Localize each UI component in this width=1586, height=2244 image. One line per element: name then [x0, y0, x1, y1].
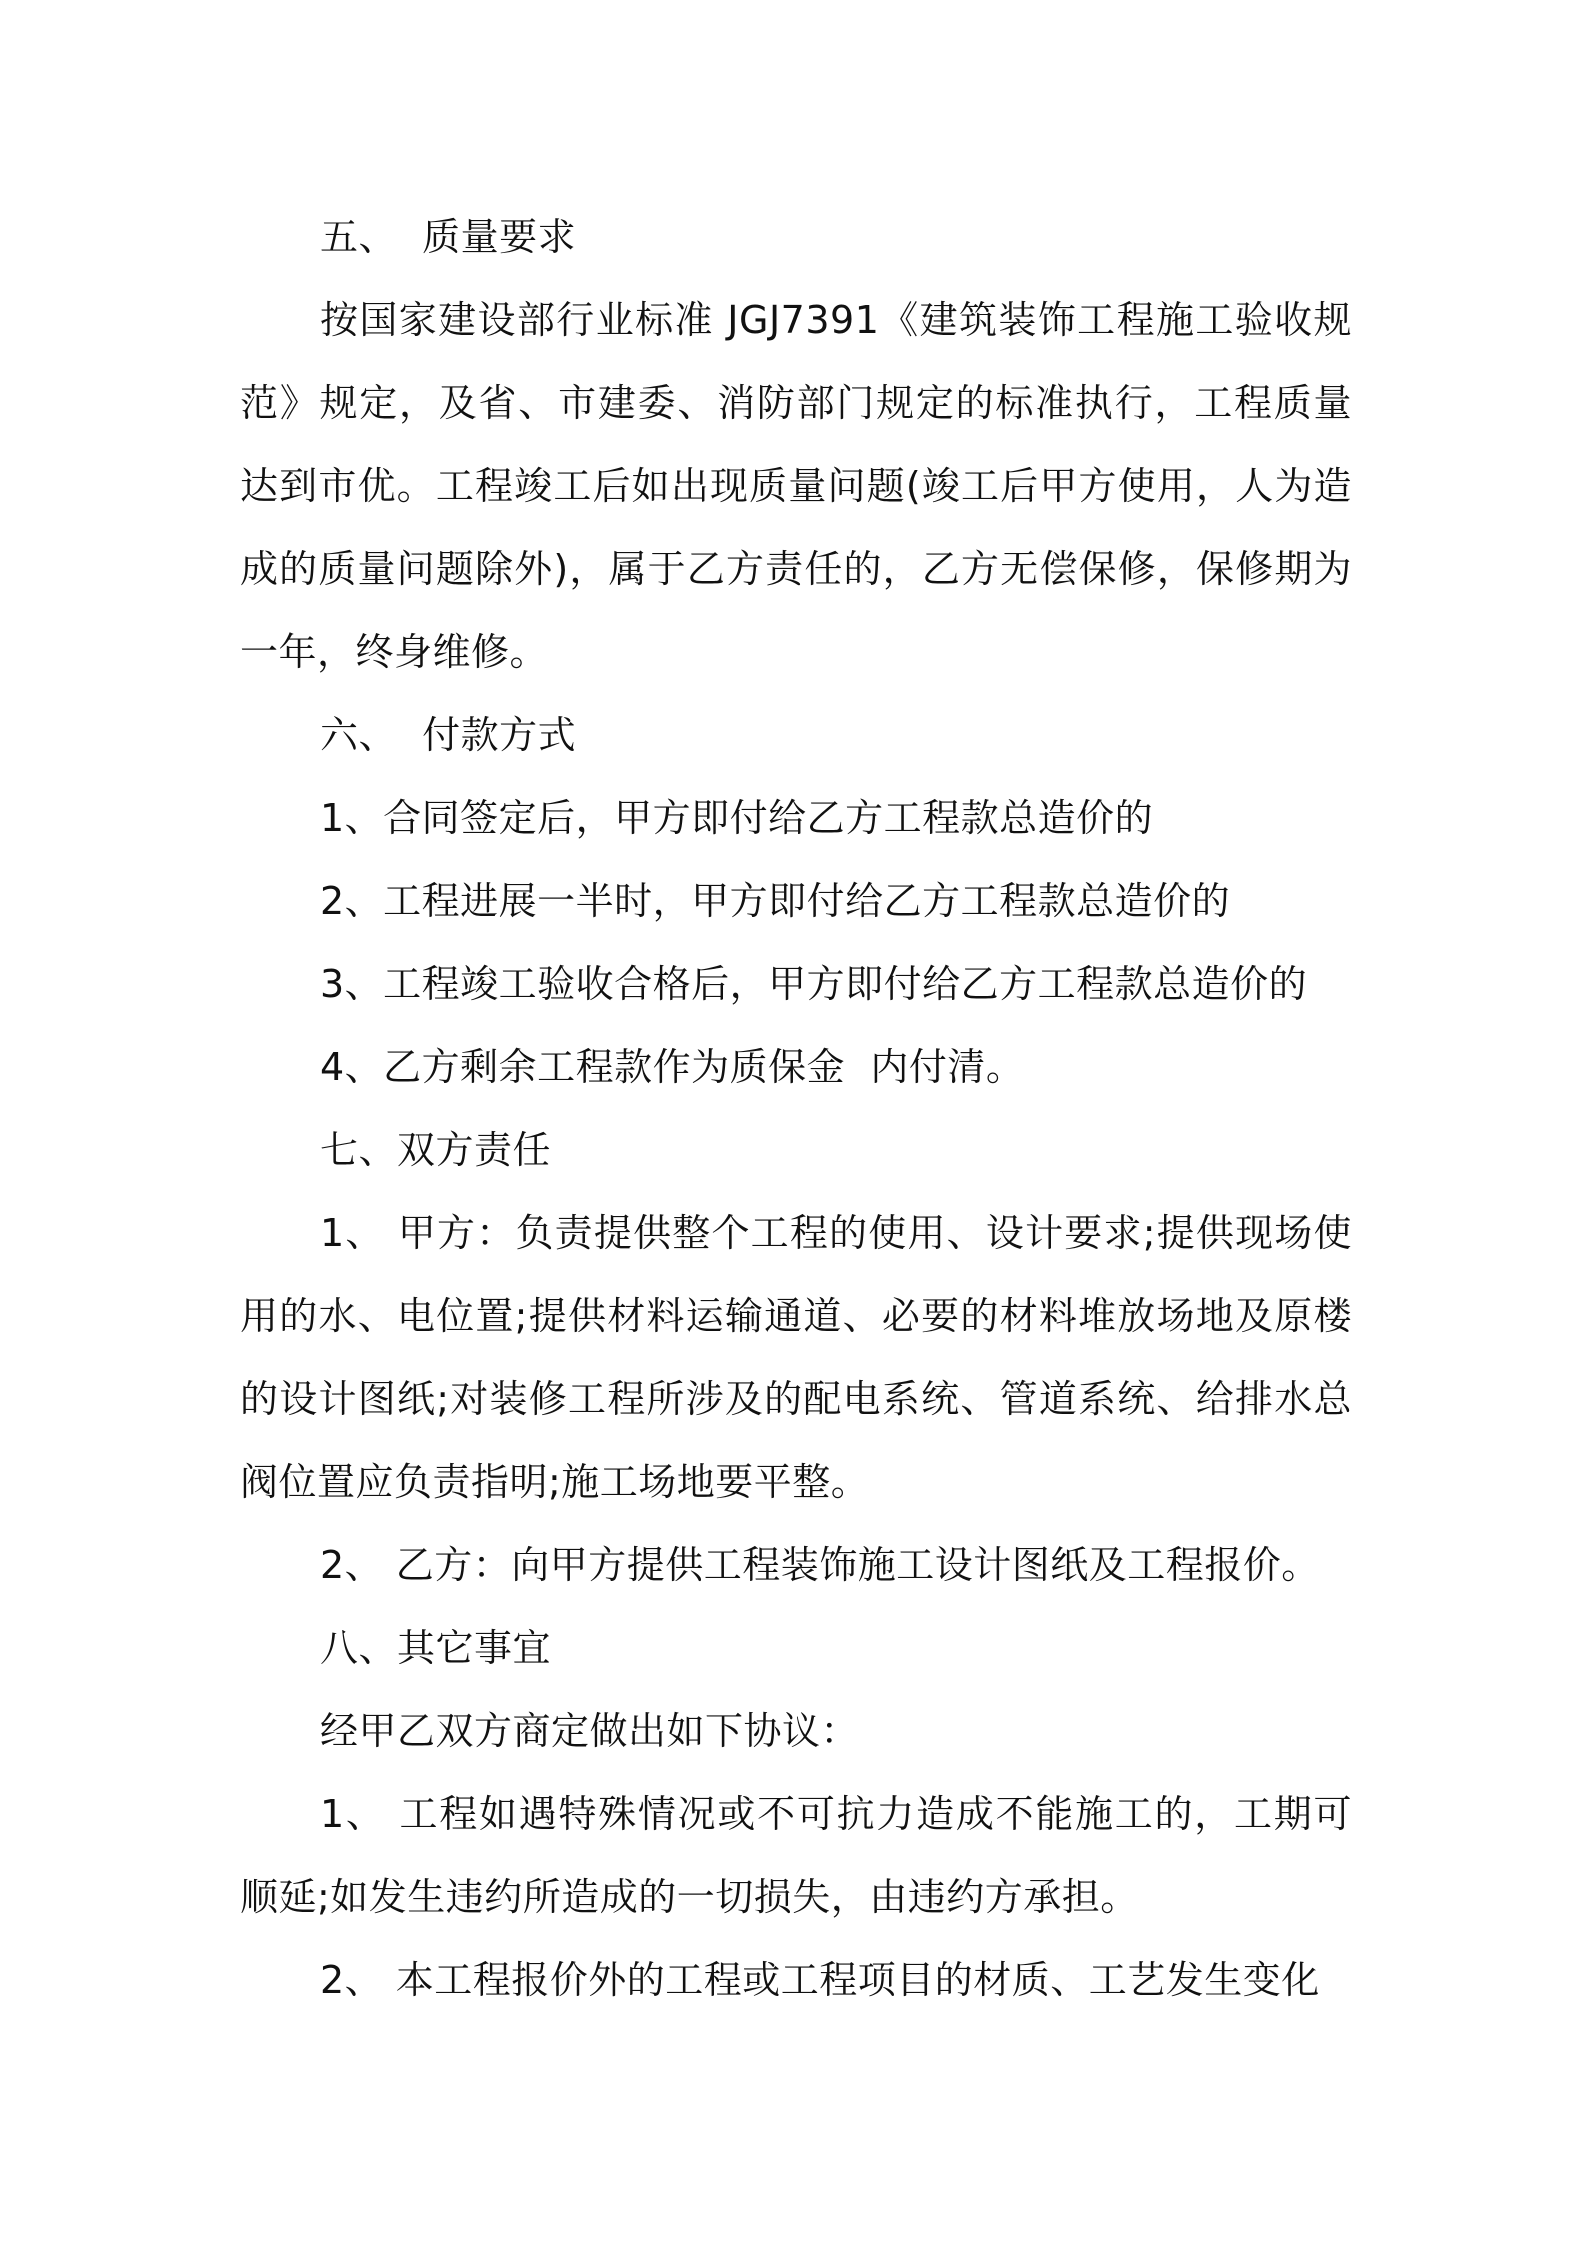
responsibility-party-b: 2、 乙方：向甲方提供工程装饰施工设计图纸及工程报价。: [320, 1543, 1320, 1587]
responsibility-party-a: 1、 甲方：负责提供整个工程的使用、设计要求;提供现场使用的水、电位置;提供材料运输通道、必要的材料堆放场地及原楼的设计图纸;对装修工程所涉及的配电系统、管道系统、给排水总阀位置应负责指明;施工场地要平整。: [240, 1211, 1352, 1504]
document-body: [240, 196, 1352, 2022]
payment-item-1: 1、合同签定后，甲方即付给乙方工程款总造价的: [320, 796, 1154, 840]
payment-item-3: 3、工程竣工验收合格后，甲方即付给乙方工程款总造价的: [320, 962, 1308, 1006]
section-heading-quality: 五、 质量要求: [320, 215, 577, 259]
payment-item-2: 2、工程进展一半时，甲方即付给乙方工程款总造价的: [320, 879, 1231, 923]
payment-item-4: 4、乙方剩余工程款作为质保金 内付清。: [320, 1045, 1025, 1089]
section-heading-responsibility: 七、双方责任: [320, 1128, 552, 1172]
section-heading-other: 八、其它事宜: [320, 1626, 552, 1670]
quality-paragraph: 按国家建设部行业标准 JGJ7391《建筑装饰工程施工验收规范》规定，及省、市建委、消防部门规定的标准执行，工程质量达到市优。工程竣工后如出现质量问题(竣工后甲方使用，人为造成的质量问题除外)，属于乙方责任的，乙方无偿保修，保修期为一年，终身维修。: [240, 298, 1352, 674]
other-intro: 经甲乙双方商定做出如下协议：: [320, 1709, 860, 1753]
other-item-2: 2、 本工程报价外的工程或工程项目的材质、工艺发生变化: [320, 1958, 1320, 2002]
section-heading-payment: 六、 付款方式: [320, 713, 577, 757]
other-item-1: 1、 工程如遇特殊情况或不可抗力造成不能施工的，工期可顺延;如发生违约所造成的一切损失，由违约方承担。: [240, 1792, 1352, 1919]
